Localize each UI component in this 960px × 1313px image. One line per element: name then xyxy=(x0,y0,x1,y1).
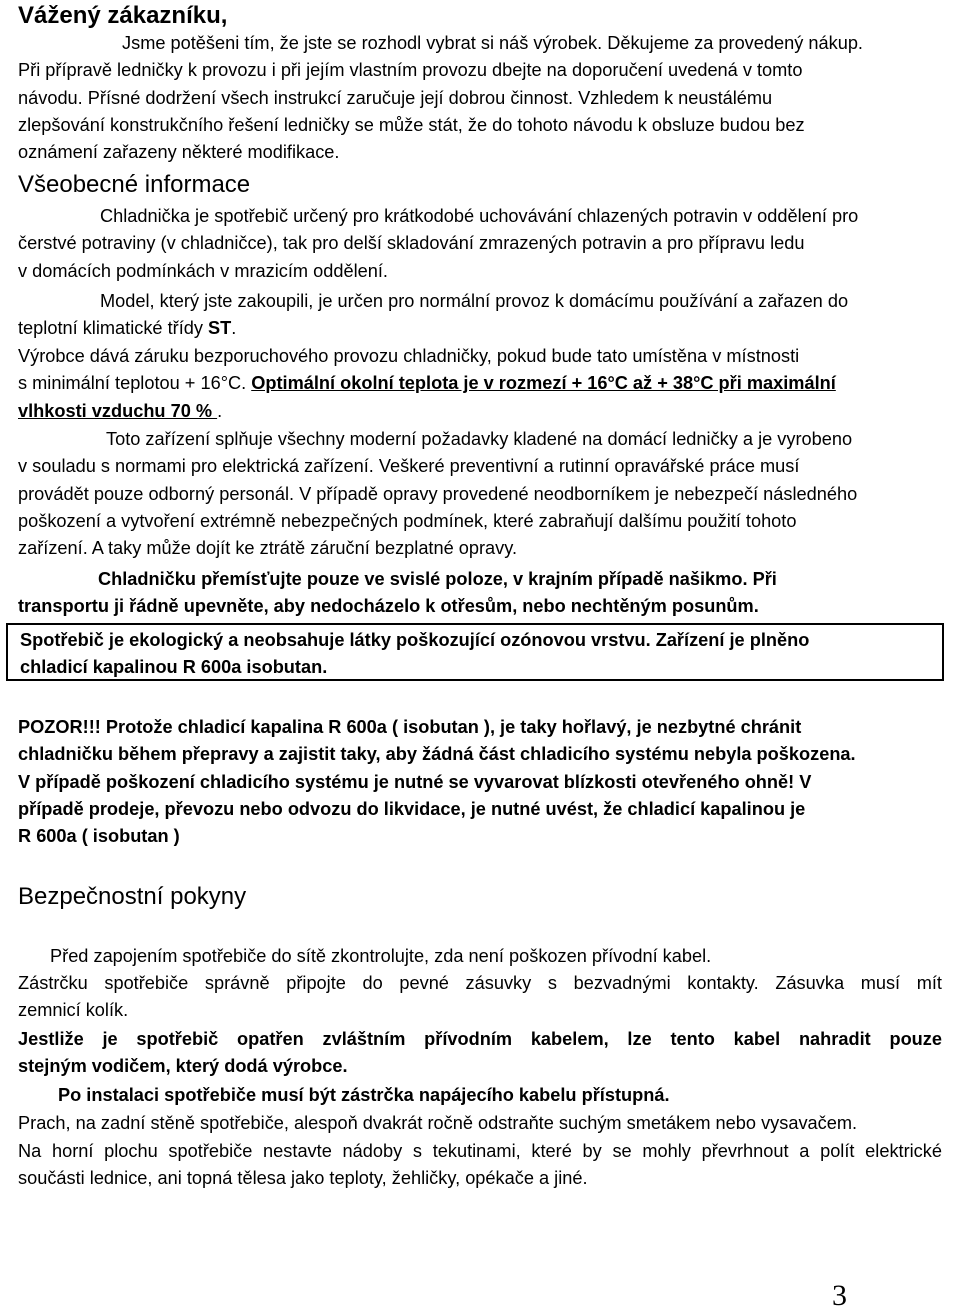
intro-line: Jsme potěšeni tím, že jste se rozhodl vybrat si náš výrobek. Děkujeme za provedený nákup. xyxy=(122,33,863,53)
general-line: s minimální teplotou + 16°C. xyxy=(18,373,252,394)
eco-line: chladicí kapalinou R 600a isobutan. xyxy=(20,657,328,678)
general-paragraph-3 xyxy=(18,343,942,425)
general-line: teplotní klimatické třídy xyxy=(18,318,209,339)
section-title-safety: Bezpečnostní pokyny xyxy=(18,883,247,910)
general-line: čerstvé potraviny (v chladničce), tak pro delší skladování zmrazených potravin a pro přípravu ledu xyxy=(18,233,805,254)
eco-notice-box xyxy=(6,623,944,681)
intro-line: Při přípravě ledničky k provozu i při jejím vlastním provozu dbejte na doporučení uvedená v tomto xyxy=(18,60,803,81)
general-line: v souladu s normami pro elektrická zařízení. Veškeré preventivní a rutinní opravářské práce musí xyxy=(18,456,800,477)
general-line: Chladnička je spotřebič určený pro krátkodobé uchovávání chlazených potravin v oddělení pro xyxy=(100,206,859,226)
transport-line: transportu ji řádně upevněte, aby nedocházelo k otřesům, nebo nechtěným posunům. xyxy=(18,596,759,617)
safety-line: Jestliže je spotřebič opatřen zvláštním přívodním kabelem, lze tento kabel nahradit pouze xyxy=(18,1029,942,1049)
intro-line: návodu. Přísné dodržení všech instrukcí zaručuje její dobrou činnost. Vzhledem k neustálému xyxy=(18,87,773,108)
safety-line: Zástrčku spotřebiče správně připojte do pevné zásuvky s bezvadnými kontakty. Zásuvka musí mít xyxy=(18,973,942,993)
transport-note xyxy=(18,566,942,621)
safety-instruction-3 xyxy=(18,1026,942,1081)
safety-line: Prach, na zadní stěně spotřebiče, alespoň dvakrát ročně odstraňte suchým smetákem nebo vysavačem. xyxy=(18,1113,858,1133)
eco-line: Spotřebič je ekologický a neobsahuje látky poškozující ozónovou vrstvu. Zařízení je plněno xyxy=(20,630,810,650)
general-paragraph-4 xyxy=(18,426,942,562)
warning-line: chladničku během přepravy a zajistit taky, aby žádná část chladicího systému nebyla poškozena. xyxy=(18,744,856,765)
safety-instruction-5 xyxy=(18,1110,942,1137)
climate-class: ST xyxy=(208,318,232,339)
greeting-title: Vážený zákazníku, xyxy=(18,2,228,29)
general-line-end: . xyxy=(231,318,237,339)
safety-line: stejným vodičem, který dodá výrobce. xyxy=(18,1056,348,1077)
intro-line: zlepšování konstrukčního řešení ledničky se může stát, že do tohoto návodu k obsluze budou bez xyxy=(18,114,805,135)
safety-line: Před zapojením spotřebiče do sítě zkontrolujte, zda není poškozen přívodní kabel. xyxy=(50,946,712,966)
general-line: Model, který jste zakoupili, je určen pro normální provoz k domácímu používání a zařazen do xyxy=(100,291,849,311)
general-line: zařízení. A taky může dojít ke ztrátě záruční bezplatné opravy. xyxy=(18,538,518,559)
safety-line: Po instalaci spotřebiče musí být zástrčka napájecího kabelu přístupná. xyxy=(58,1085,670,1105)
general-line: provádět pouze odborný personál. V případě opravy provedené neodborníkem je nebezpečí následného xyxy=(18,483,858,504)
humidity-note: vlhkosti vzduchu 70 % xyxy=(18,400,218,421)
warning-line: V případě poškození chladicího systému je nutné se vyvarovat blízkosti otevřeného ohně! V xyxy=(18,771,812,792)
warning-line: POZOR!!! Protože chladicí kapalina R 600a ( isobutan ), je taky hořlavý, je nezbytné chránit xyxy=(18,717,802,737)
section-title-general: Všeobecné informace xyxy=(18,171,251,198)
general-paragraph-2 xyxy=(18,288,942,343)
safety-line: součásti lednice, ani topná tělesa jako teploty, žehličky, opékače a jiné. xyxy=(18,1168,588,1189)
safety-instruction-1 xyxy=(18,943,942,970)
warning-line: R 600a ( isobutan ) xyxy=(18,826,180,847)
general-line: Výrobce dává záruku bezporuchového provozu chladničky, pokud bude tato umístěna v místnosti xyxy=(18,346,800,366)
optimal-temperature: Optimální okolní teplota je v rozmezí + 16°C až + 38°C při maximální xyxy=(251,373,836,394)
general-line: poškození a vytvoření extrémně nebezpečných podmínek, které zabraňují dalšímu použití tohoto xyxy=(18,510,797,531)
safety-line: Na horní plochu spotřebiče nestavte nádoby s tekutinami, které by se mohly převrhnout a polít elektrické xyxy=(18,1141,942,1161)
intro-line: oznámení zařazeny některé modifikace. xyxy=(18,142,340,163)
page-number: 3 xyxy=(832,1279,847,1312)
safety-instruction-4 xyxy=(18,1082,942,1109)
warning-line: případě prodeje, převozu nebo odvozu do likvidace, je nutné uvést, že chladicí kapalinou je xyxy=(18,798,806,819)
safety-line: zemnicí kolík. xyxy=(18,1000,129,1021)
intro-paragraph xyxy=(18,30,942,166)
safety-instruction-6 xyxy=(18,1138,942,1193)
transport-line: Chladničku přemísťujte pouze ve svislé poloze, v krajním případě našikmo. Při xyxy=(98,569,777,589)
general-line: v domácích podmínkách v mrazicím oddělení. xyxy=(18,260,388,281)
warning-paragraph xyxy=(18,714,942,850)
general-line: Toto zařízení splňuje všechny moderní požadavky kladené na domácí ledničky a je vyrobeno xyxy=(106,429,853,449)
safety-instruction-2 xyxy=(18,970,942,1025)
general-paragraph-1 xyxy=(18,203,942,285)
general-line-end: . xyxy=(217,400,223,421)
